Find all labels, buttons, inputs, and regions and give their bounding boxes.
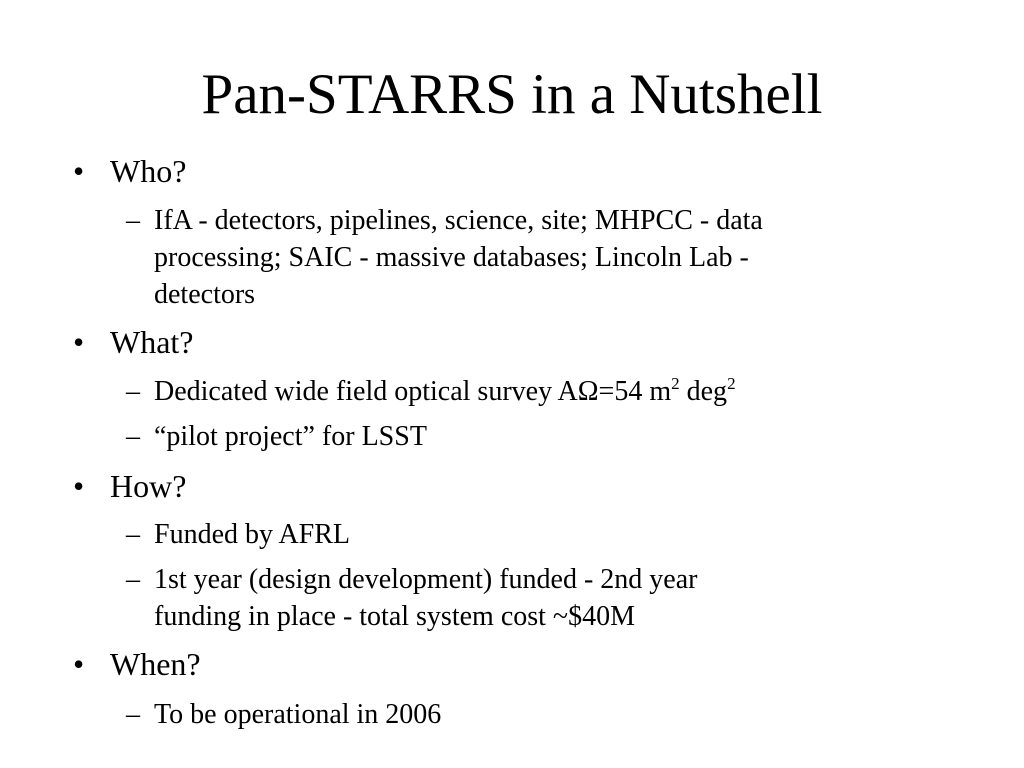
dash-icon: – bbox=[126, 564, 140, 595]
dash-icon: – bbox=[126, 205, 140, 236]
sub-item-text bbox=[154, 373, 954, 410]
sub-item-line: To be operational in 2006 bbox=[154, 699, 442, 730]
superscript: 2 bbox=[727, 374, 736, 393]
sub-item-text bbox=[154, 418, 954, 455]
sub-item-line: “pilot project” for LSST bbox=[154, 421, 427, 452]
sub-item-line: Funded by AFRL bbox=[154, 519, 351, 550]
dash-icon: – bbox=[126, 519, 140, 550]
slide-title: Pan-STARRS in a Nutshell bbox=[201, 63, 823, 126]
sub-item-text bbox=[154, 561, 954, 635]
bullet-icon: • bbox=[73, 153, 85, 189]
bullet-icon: • bbox=[73, 468, 85, 504]
bullet-heading: How? bbox=[110, 468, 187, 504]
sub-item-line: detectors bbox=[154, 279, 256, 310]
superscript: 2 bbox=[671, 374, 680, 393]
sub-item-line: 1st year (design development) funded - 2nd year bbox=[154, 564, 698, 595]
sub-item-text bbox=[154, 516, 954, 553]
survey-text: Dedicated wide field optical survey AΩ=54 m bbox=[154, 376, 672, 407]
bullet-heading: Who? bbox=[110, 153, 187, 189]
bullet-heading: When? bbox=[110, 646, 201, 682]
sub-item-line: processing; SAIC - massive databases; Lincoln Lab - bbox=[154, 242, 749, 273]
survey-text-unit: deg bbox=[679, 376, 728, 407]
sub-item-text bbox=[154, 696, 954, 733]
sub-item-line: IfA - detectors, pipelines, science, site; MHPCC - data bbox=[154, 205, 763, 236]
dash-icon: – bbox=[126, 699, 140, 730]
bullet-heading: What? bbox=[110, 324, 194, 360]
sub-item-line: funding in place - total system cost ~$40M bbox=[154, 601, 635, 632]
dash-icon: – bbox=[126, 421, 140, 452]
bullet-icon: • bbox=[73, 646, 85, 682]
dash-icon: – bbox=[126, 376, 140, 407]
sub-item-line bbox=[154, 373, 954, 410]
bullet-icon: • bbox=[73, 324, 85, 360]
sub-item-text bbox=[154, 202, 954, 313]
